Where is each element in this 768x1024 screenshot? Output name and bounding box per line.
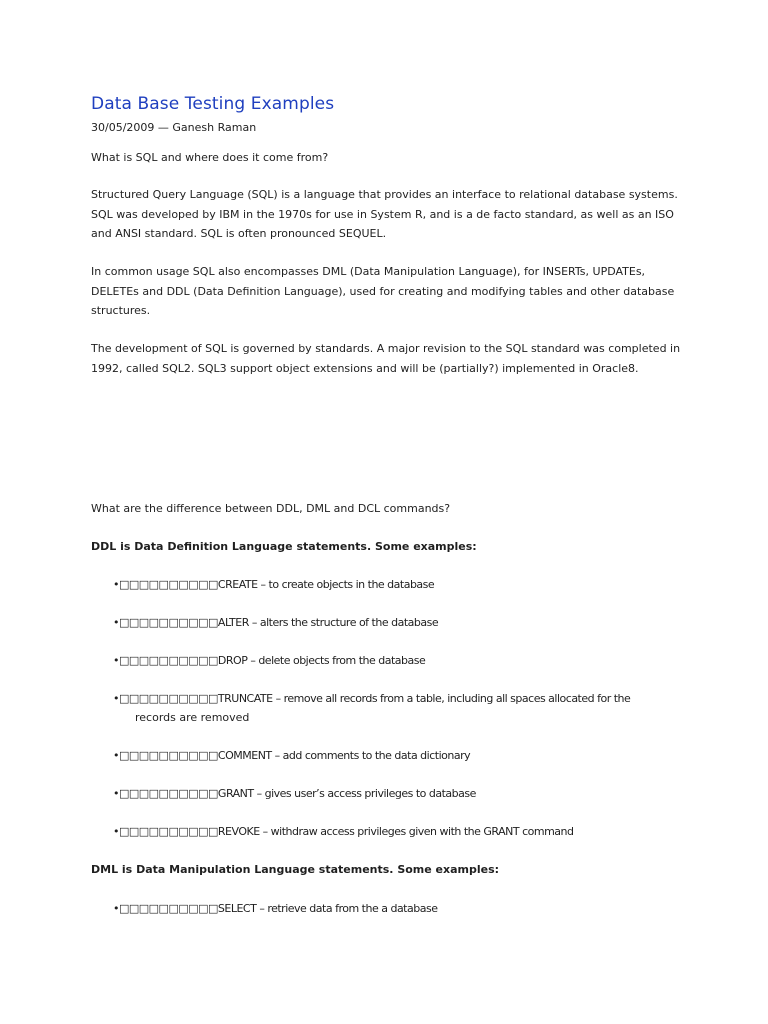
ddl-item-create: •□□□□□□□□□□CREATE – to create objects in the database xyxy=(113,578,435,591)
paragraph-sql-standards: The development of SQL is governed by standards. A major revision to the SQL standard was completed in 1992, called SQL2. SQL3 support object extensions and will be (partially?) implemented in Oracle8. xyxy=(91,342,681,375)
ddl-item-alter: •□□□□□□□□□□ALTER – alters the structure of the database xyxy=(113,616,439,629)
paragraph-sql-usage: In common usage SQL also encompasses DML (Data Manipulation Language), for INSERTs, UPDATEs, DELETEs and DDL (Data Definition Language), used for creating and modifying tables and other database structures. xyxy=(91,265,675,317)
dml-item-select: •□□□□□□□□□□SELECT – retrieve data from the a database xyxy=(113,902,438,915)
paragraph-sql-definition: Structured Query Language (SQL) is a language that provides an interface to relational database systems. SQL was developed by IBM in the 1970s for use in System R, and is a de facto standard, as well as an ISO and ANSI standard. SQL is often pronounced SEQUEL. xyxy=(91,188,678,240)
question-ddl-dml-dcl: What are the difference between DDL, DML and DCL commands? xyxy=(91,502,451,515)
ddl-heading: DDL is Data Definition Language statements. Some examples: xyxy=(91,540,477,553)
ddl-item-truncate-continuation: records are removed xyxy=(135,711,250,724)
ddl-item-revoke: •□□□□□□□□□□REVOKE – withdraw access privileges given with the GRANT command xyxy=(113,825,574,838)
dml-heading: DML is Data Manipulation Language statements. Some examples: xyxy=(91,863,500,876)
ddl-item-comment: •□□□□□□□□□□COMMENT – add comments to the data dictionary xyxy=(113,749,471,762)
question-sql-origin: What is SQL and where does it come from? xyxy=(91,151,329,164)
ddl-item-grant: •□□□□□□□□□□GRANT – gives user’s access privileges to database xyxy=(113,787,476,800)
page-title: Data Base Testing Examples xyxy=(91,94,335,114)
ddl-item-drop: •□□□□□□□□□□DROP – delete objects from the database xyxy=(113,654,426,667)
post-meta: 30/05/2009 — Ganesh Raman xyxy=(91,121,257,134)
ddl-item-truncate: •□□□□□□□□□□TRUNCATE – remove all records from a table, including all spaces allocated for the xyxy=(113,692,631,705)
